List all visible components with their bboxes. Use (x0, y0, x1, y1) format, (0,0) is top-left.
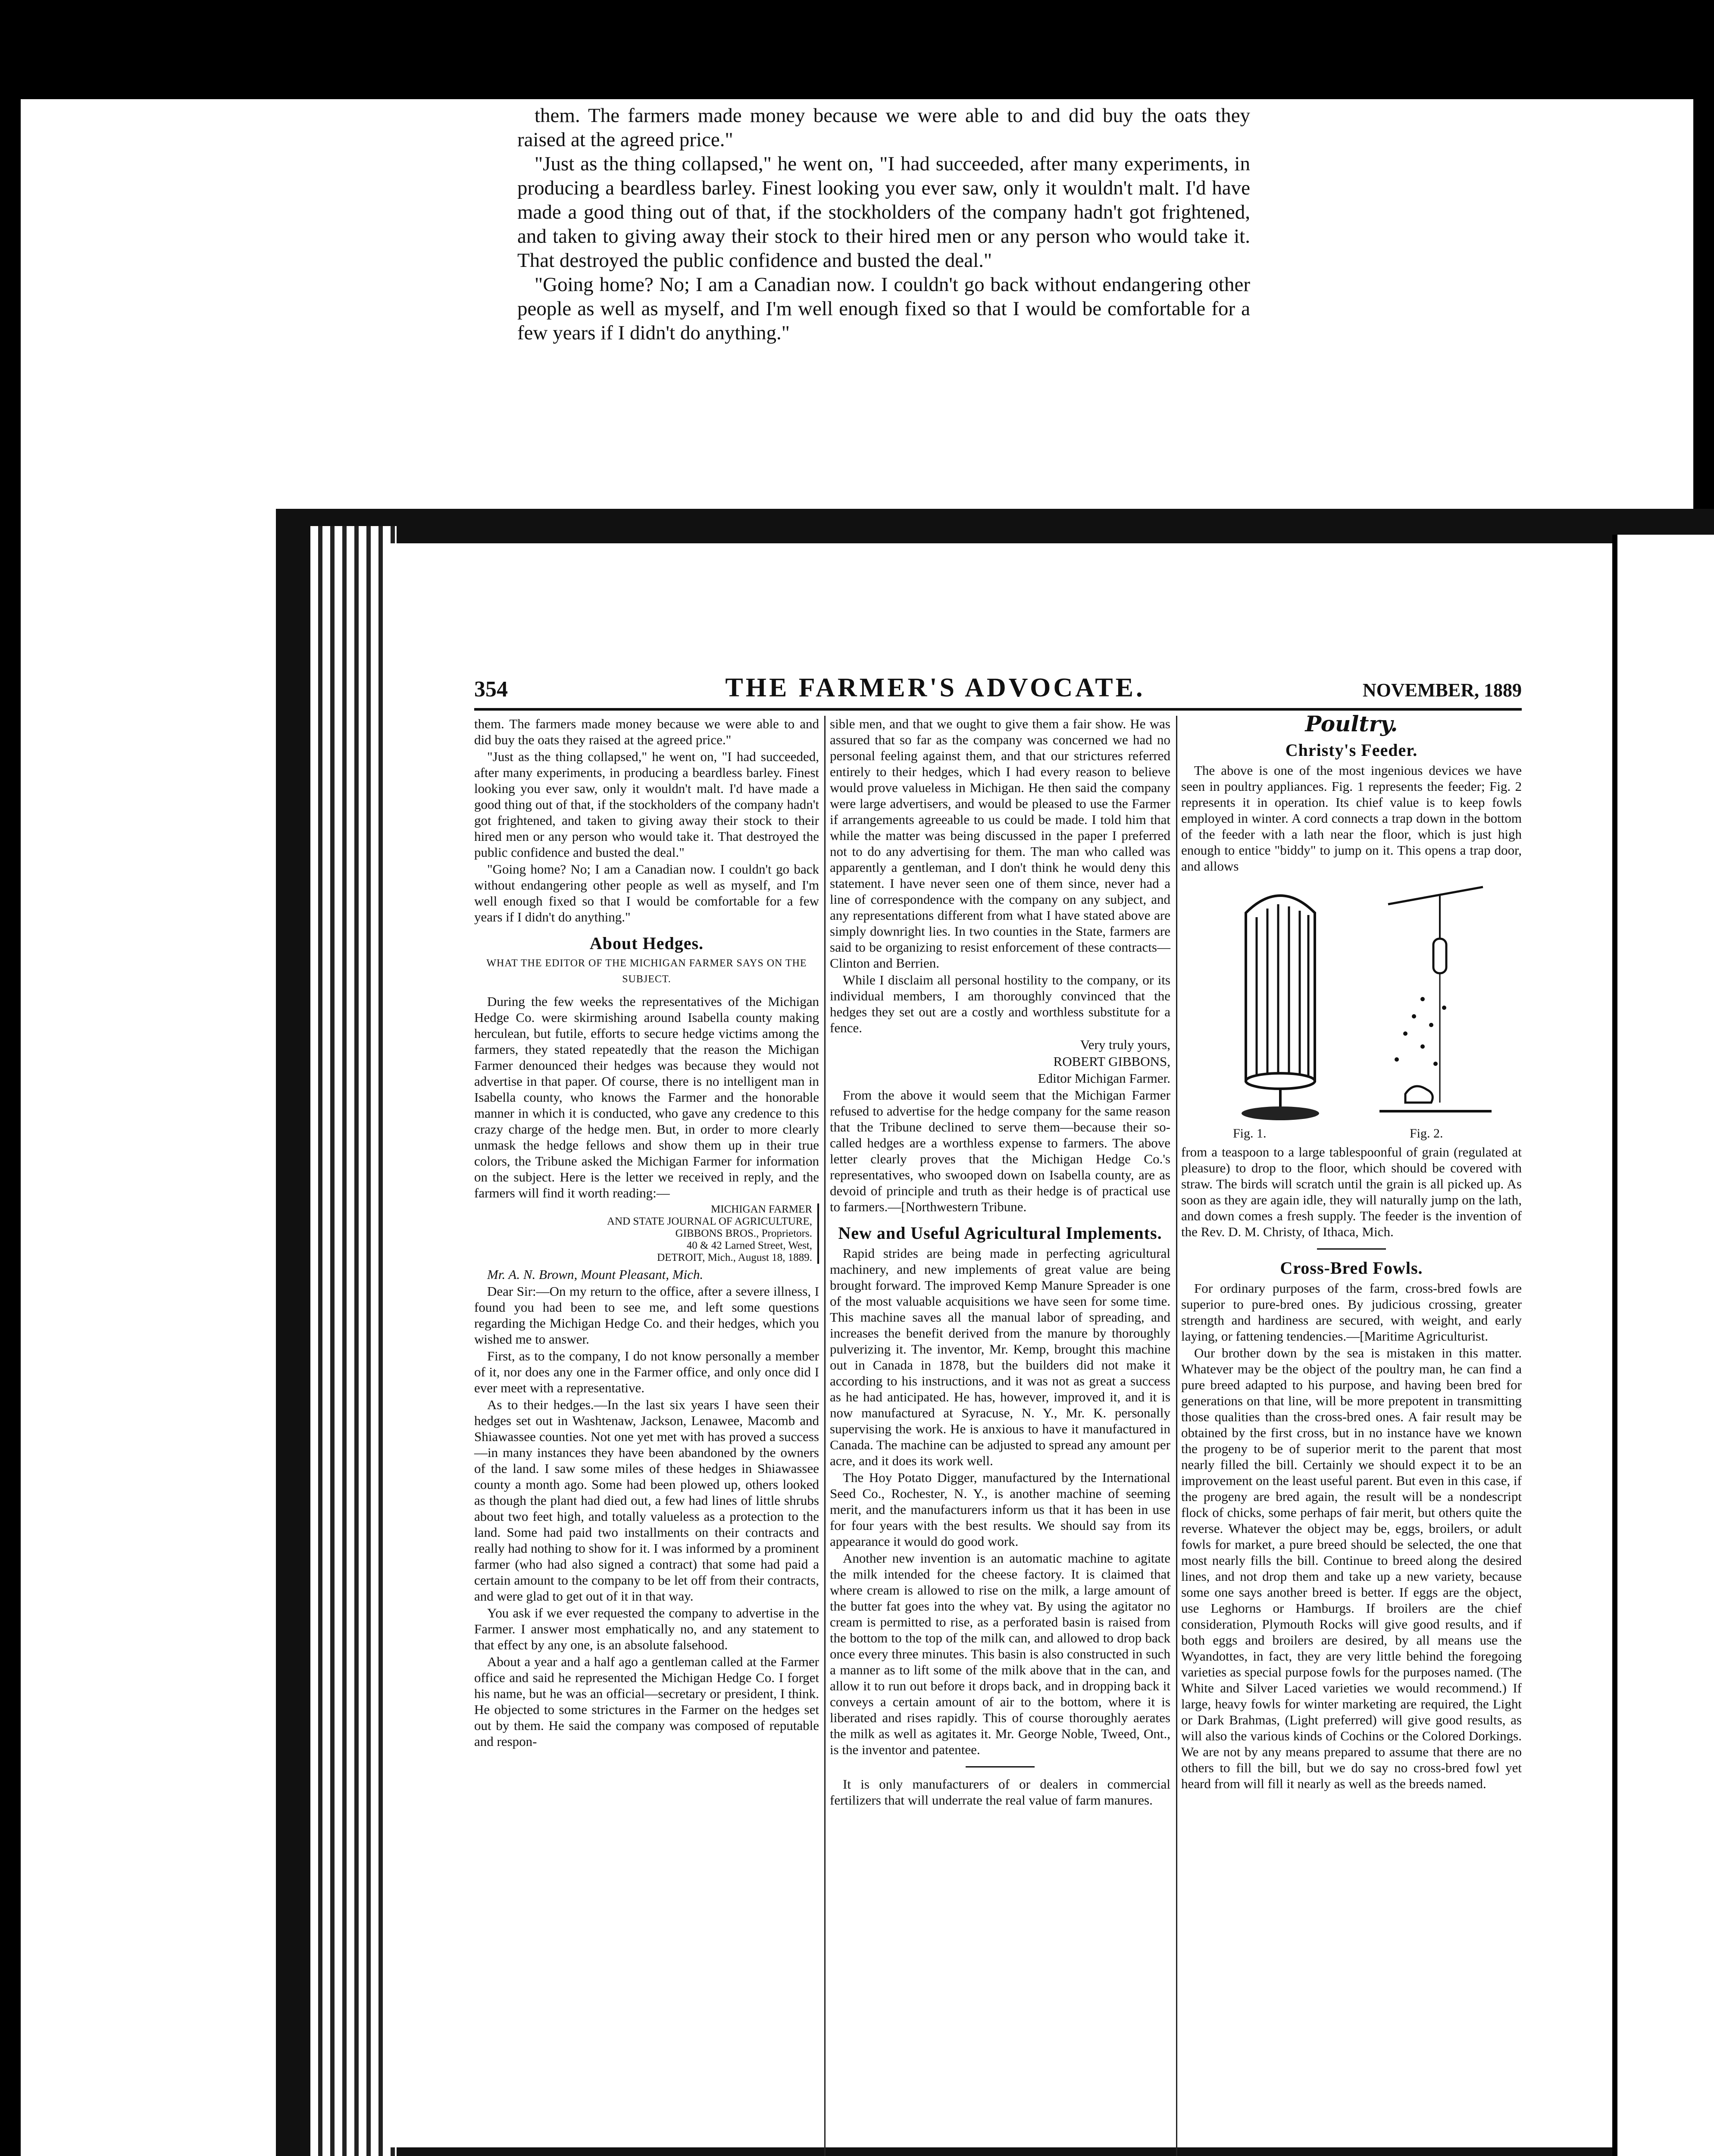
article-title: About Hedges. (589, 934, 704, 953)
paragraph: About a year and a half ago a gentleman called at the Farmer office and said he represented the Michigan Hedge Co. I forget his name, but he was an official—secretary or president, I think. He objected to some strictures in the Farmer on the hedges set out by them. He said the company was composed of reputable and respon- (474, 1654, 819, 1749)
signoff-line: Editor Michigan Farmer. (1038, 1071, 1170, 1086)
film-edge-left (0, 0, 21, 2156)
section-heading: Poultry. (1305, 711, 1398, 736)
column-rule (1176, 716, 1177, 2156)
divider (1317, 1248, 1386, 1250)
next-page-edge (1612, 535, 1714, 2156)
paragraph: It is only manufacturers of or dealers in commercial fertilizers that will underrate the real value of farm manures. (830, 1777, 1170, 1808)
overflow-paragraph: them. The farmers made money because we were able to and did buy the oats they raised at the agreed price." (517, 104, 1250, 151)
letterhead-line: AND STATE JOURNAL OF AGRICULTURE, (607, 1216, 812, 1227)
feeder-drawing (1181, 878, 1522, 1141)
paragraph: The above is one of the most ingenious devices we have seen in poultry appliances. Fig. 1 represents the feeder; Fig. 2 represents it in operation. Its chief value is to keep fowls employed in winter. A cord connects a trap down in the bottom of the feeder with a lath near the floor, which is just high enough to entice "biddy" to jump on it. This opens a trap door, and allows (1181, 763, 1522, 874)
signoff-line: Very truly yours, (1080, 1037, 1170, 1052)
figure-caption: Fig. 1. (1233, 1126, 1267, 1141)
header-rule (474, 708, 1522, 711)
paragraph: sible men, and that we ought to give them a fair show. He was assured that so far as the company was concerned we had no personal feeling against them, and that our strictures referred entirely to their hedges, which I had every reason to believe would prove valueless in Michigan. He then said the company were large advertisers, and would be pleased to use the Farmer if arrangements agreeable to us could be made. I told him that while the matter was being discussed in the paper I preferred not to do any advertising for them. The man who called was apparently a gentleman, and I don't think he would deny this statement. I have never seen one of them since, never had a line of correspondence with the company on any subject, and any representations different from what I have stated above are simply downright lies. In two counties in the State, farmers are said to be organizing to resist enforcement of these contracts—Clinton and Berrien. (830, 716, 1170, 971)
column-1 (474, 716, 819, 1750)
paragraph: Rapid strides are being made in perfecting agricultural machinery, and new implements of great value are being brought forward. The improved Kemp Manure Spreader is one of the most valuable acquisitions we have seen for some time. This machine saves all the manual labor of spreading, and increases the benefit derived from the manure by thoroughly pulverizing it. The inventor, Mr. Kemp, brought this machine out in Canada in 1878, but the builders did not make it according to his instructions, and it was not as great a success as he had anticipated. He has, however, improved it, and it is now manufactured at Syracuse, N. Y., Mr. K. personally supervising the work. He is anxious to have it manufactured in Canada. The machine can be adjusted to spread any amount per acre, and it does its work well. (830, 1246, 1170, 1468)
divider (966, 1766, 1035, 1767)
paragraph: During the few weeks the representatives of the Michigan Hedge Co. were skirmishing around Isabella county making herculean, but futile, efforts to secure hedge victims among the farmers, they stated repeatedly that the reason the Michigan Farmer denounced their hedges was because they would not advertise in that paper. Of course, there is no intelligent man in Isabella county, who knows the Farmer and the honorable manner in which it is conducted, who gave any credence to this crazy charge of the hedge men. But, in order to more clearly unmask the hedge fellows and show them up in their true colors, the Tribune asked the Michigan Farmer for information on the subject. Here is the letter we received in reply, and the farmers will find it worth reading:— (474, 994, 819, 1200)
paragraph: While I disclaim all personal hostility to the company, or its individual members, I am thoroughly convinced that the hedges they set out are a costly and worthless substitute for a fence. (830, 972, 1170, 1035)
previous-page-text (517, 103, 1250, 345)
paragraph: Another new invention is an automatic machine to agitate the milk intended for the cheese factory. It is claimed that where cream is allowed to rise on the milk, a large amount of the butter fat goes into the whey vat. By using the agitator no cream is permitted to rise, as a perforated basin is raised from the bottom to the top of the milk can, and allowed to drop back once every three minutes. This basin is also constructed in such a manner as to lift some of the milk above that in the can, and allow it to run out before it drops back, and in dropping back it conveys a certain amount of air to the bottom, where it is liberated and rises rapidly. This of course thoroughly aerates the milk as well as agitates it. Mr. George Noble, Tweed, Ont., is the inventor and patentee. (830, 1551, 1170, 1757)
article-subhead: WHAT THE EDITOR OF THE MICHIGAN FARMER SAYS ON THE SUBJECT. (486, 958, 807, 985)
paragraph: "Just as the thing collapsed," he went on, "I had succeeded, after many experiments, in producing a beardless barley. Finest looking you ever saw, only it wouldn't malt. I'd have made a good thing out of that, if the stockholders of the company hadn't got frightened, and taken to giving away their stock to their hired men or any person who would take it. That destroyed the public confidence and busted the deal." (474, 749, 819, 860)
journal-title: THE FARMER'S ADVOCATE. (725, 673, 1145, 702)
article-title: New and Useful Agricultural Implements. (838, 1223, 1162, 1243)
letterhead-line: GIBBONS BROS., Proprietors. (675, 1228, 812, 1239)
paragraph: From the above it would seem that the Michigan Farmer refused to advertise for the hedge company for the same reason that the Tribune declined to serve them—because their so-called hedges are a worthless expense to farmers. The above letter clearly proves that the Michigan Hedge Co.'s representatives, who swooped down on Isabella county, are as devoid of principle and truth as their hedge is of practical use to farmers.—[Northwestern Tribune. (830, 1087, 1170, 1214)
column-rule (824, 716, 826, 2156)
paragraph: As to their hedges.—In the last six years I have seen their hedges set out in Washtenaw, Jackson, Lenawee, Macomb and Shiawassee counties. Not one yet met with has proved a success—in many instances they have been abandoned by the owners of the land. I saw some miles of these hedges in Shiawassee county a month ago. Some had been plowed up, others looked as though the plant had died out, a few had lines of little shrubs about two feet high, and totally valueless as a protection to the land. Some had paid two installments on their contracts and really had nothing to show for it. I was informed by a prominent farmer (who had also signed a contract) that some had paid a certain amount to the company to be let off from their contracts, and were glad to get out of it in that way. (474, 1397, 819, 1604)
paragraph: Dear Sir:—On my return to the office, after a severe illness, I found you had been to see me, and left some questions regarding the Michigan Hedge Co. and their hedges, which you wished me to answer. (474, 1284, 819, 1347)
letterhead-line: MICHIGAN FARMER (711, 1203, 812, 1215)
issue-date: NOVEMBER, 1889 (1362, 680, 1522, 701)
column-3 (1181, 711, 1522, 1792)
letterhead-line: 40 & 42 Larned Street, West, (686, 1240, 812, 1251)
figure-caption: Fig. 2. (1410, 1126, 1443, 1141)
running-head (474, 673, 1522, 703)
letterhead (474, 1203, 819, 1264)
addressee: Mr. A. N. Brown, Mount Pleasant, Mich. (487, 1267, 704, 1282)
page-edges (310, 526, 397, 2156)
letterhead-line: DETROIT, Mich., August 18, 1889. (657, 1252, 812, 1263)
paragraph: Our brother down by the sea is mistaken in this matter. Whatever may be the object of the poultry man, he can find a pure breed adapted to his purpose, and having been bred for generations on that line, will be more prepotent in transmitting those qualities than the cross-bred ones. A fair result may be obtained by the first cross, but in no instance have we known the progeny to be of superior merit to the parent that most nearly filled the bill. Certainly we should expect it to be an improvement on the least useful parent. But even in this case, if the progeny are bred again, the result will be a nondescript flock of chicks, some perhaps of fair merit, but others quite the reverse. Whatever the object may be, eggs, broilers, or adult fowls for market, a pure breed should be selected, the one that most nearly fills the bill. Continue to breed along the desired lines, and not drop them and take up a new variety, because some one says another breed is better. If eggs are the object, use Leghorns or Hamburgs. If broilers are the chief consideration, Plymouth Rocks will give good results, and if both eggs and broilers are desired, by all means use the Wyandottes, in fact, they are very little behind the foregoing varieties as special purpose fowls for the purposes named. (The White and Silver Laced varieties we would recommend.) If large, heavy fowls for winter marketing are required, the Light or Dark Brahmas, (Light preferred) will give good results, as will also the various kinds of Cochins or the Colored Dorkings. We are not by any means prepared to assume that there are no others to fill the bill, but we do say no cross-bred fowl yet heard from will fill it nearly as well as the breeds named. (1181, 1345, 1522, 1791)
paragraph: First, as to the company, I do not know personally a member of it, nor does any one in the Farmer office, and only once did I ever meet with a representative. (474, 1348, 819, 1395)
paragraph: The Hoy Potato Digger, manufactured by the International Seed Co., Rochester, N. Y., is another machine of seeming merit, and the manufacturers inform us that it has been in use for four years with the best results. We should say from its appearance it would do good work. (830, 1470, 1170, 1549)
paragraph: from a teaspoon to a large tablespoonful of grain (regulated at pleasure) to drop to the floor, which should be covered with straw. The birds will scratch until the grain is all picked up. As soon as they are again idle, they will naturally jump on the lath, and down comes a fresh supply. The feeder is the invention of the Rev. D. M. Christy, of Ithaca, Mich. (1181, 1144, 1522, 1239)
paragraph: "Going home? No; I am a Canadian now. I couldn't go back without endangering other people as well as myself, and I'm well enough fixed so that I would be comfortable for a few years if I didn't do anything." (474, 862, 819, 924)
feeder-illustration (1181, 878, 1522, 1141)
article-title: Christy's Feeder. (1285, 740, 1418, 760)
column-2 (830, 716, 1170, 1809)
overflow-paragraph: "Just as the thing collapsed," he went on, "I had succeeded, after many experiments, in producing a beardless barley. Finest looking you ever saw, only it wouldn't malt. I'd have made a good thing out of that, if the stockholders of the company hadn't got frightened, and taken to giving away their stock to their hired men or any person who would take it. That destroyed the public confidence and busted the deal." (517, 153, 1250, 272)
page-number: 354 (474, 677, 508, 702)
paragraph: them. The farmers made money because we were able to and did buy the oats they raised at the agreed price." (474, 716, 819, 747)
article-title: Cross-Bred Fowls. (1280, 1258, 1423, 1278)
signoff-line: ROBERT GIBBONS, (1053, 1054, 1170, 1069)
paragraph: You ask if we ever requested the company to advertise in the Farmer. I answer most emphatically no, and any statement to that effect by any one, is an absolute falsehood. (474, 1605, 819, 1652)
overflow-paragraph: "Going home? No; I am a Canadian now. I couldn't go back without endangering other people as well as myself, and I'm well enough fixed so that I would be comfortable for a few years if I didn't do anything." (517, 273, 1250, 344)
paragraph: For ordinary purposes of the farm, cross-bred fowls are superior to pure-bred ones. By judicious crossing, greater strength and hardiness are secured, with weight, and early laying, or fattening tendencies.—[Maritime Agriculturist. (1181, 1281, 1522, 1344)
